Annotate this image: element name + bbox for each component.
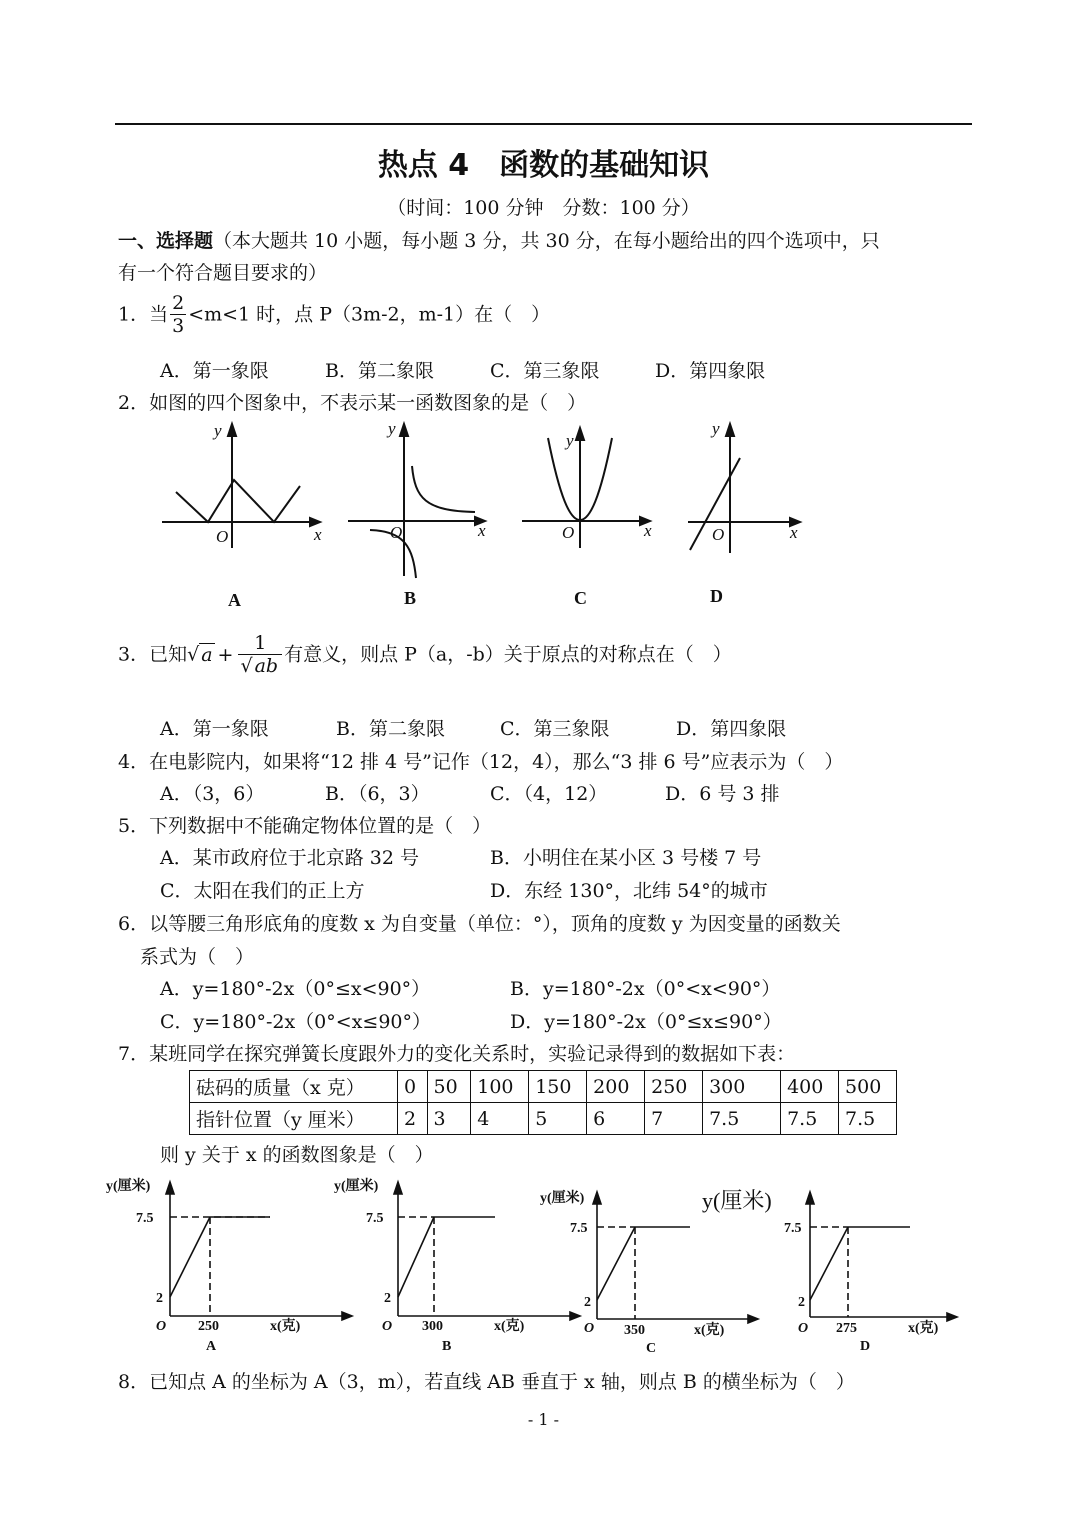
table-cell: 7.5 [703, 1103, 781, 1135]
table-cell: 砝码的质量（x 克） [190, 1071, 398, 1103]
q1-frac-den: 3 [172, 315, 185, 337]
table-cell: 7.5 [839, 1103, 897, 1135]
q7c-letter: C [646, 1341, 657, 1356]
q2d-origin: O [712, 525, 725, 544]
q7d-x-tick: 275 [836, 1321, 857, 1336]
q3-frac-den-wrap: √ ab [240, 655, 279, 677]
table-cell: 500 [839, 1071, 897, 1103]
q6-option-d: D．y=180°-2x（0°≤x≤90°） [510, 1011, 782, 1033]
section-heading-line [118, 229, 880, 253]
q7d-y-high: 7.5 [784, 1221, 802, 1236]
question-2: 2．如图的四个图象中，不表示某一函数图象的是（ ） [118, 392, 587, 414]
table-cell: 200 [587, 1071, 645, 1103]
question-3 [118, 632, 732, 677]
q7-graphs [100, 1172, 960, 1362]
q7b-y-high: 7.5 [366, 1211, 384, 1226]
q4-option-d: D．6 号 3 排 [665, 783, 780, 805]
q2c-origin: O [562, 523, 575, 542]
question-6-cont: 系式为（ ） [140, 946, 255, 968]
table-cell: 250 [645, 1071, 703, 1103]
q7d-x-label: x(克) [908, 1321, 939, 1336]
q3-frac-den: ab [254, 655, 279, 677]
q7c-y-low: 2 [584, 1295, 591, 1310]
q7a-y-low: 2 [156, 1291, 163, 1306]
table-cell: 400 [781, 1071, 839, 1103]
section-description: （本大题共 10 小题，每小题 3 分，共 30 分，在每小题给出的四个选项中，只 [213, 230, 880, 252]
page-title: 热点 4 函数的基础知识 [377, 148, 710, 183]
q2a-x-label: x [314, 525, 322, 544]
q7b-origin: O [382, 1319, 393, 1334]
q7a-letter: A [206, 1339, 217, 1354]
q2d-x-label: x [790, 523, 798, 542]
page-subtitle: （时间：100 分钟 分数：100 分） [387, 197, 700, 219]
q2-label-a: A [228, 590, 241, 610]
q7d-y-label: y(厘米) [702, 1188, 772, 1213]
table-cell: 3 [427, 1103, 471, 1135]
q7a-y-label: y(厘米) [106, 1179, 151, 1194]
q7b-y-label: y(厘米) [334, 1179, 379, 1194]
q2-graph-d [688, 424, 800, 553]
q7d-y-low: 2 [798, 1295, 805, 1310]
q2-graphs [150, 418, 820, 613]
q7c-y-high: 7.5 [570, 1221, 588, 1236]
table-cell: 2 [398, 1103, 428, 1135]
q3-number: 3．已知 [118, 643, 188, 666]
q3-sqrt-a-radicand: a [201, 643, 213, 666]
q7c-x-label: x(克) [694, 1323, 725, 1338]
q2b-origin: O [390, 523, 403, 542]
q7b-letter: B [442, 1339, 452, 1354]
question-7: 7．某班同学在探究弹簧长度跟外力的变化关系时，实验记录得到的数据如下表： [118, 1043, 796, 1065]
q7c-origin: O [584, 1321, 595, 1336]
q1-option-a: A．第一象限 [160, 360, 269, 382]
q3-plus: + [217, 643, 234, 666]
q3-option-d: D．第四象限 [676, 718, 787, 740]
q7b-x-tick: 300 [422, 1319, 443, 1334]
table-cell: 100 [471, 1071, 529, 1103]
q1-number: 1．当 [118, 303, 169, 326]
q1-fraction [170, 292, 186, 337]
q1-option-c: C．第三象限 [490, 360, 600, 382]
q6-option-b: B．y=180°-2x（0°<x<90°） [510, 978, 781, 1000]
q3-fraction [238, 632, 282, 677]
q7d-origin: O [798, 1321, 809, 1336]
q7c-y-label: y(厘米) [540, 1191, 585, 1206]
q3-option-a: A．第一象限 [160, 718, 269, 740]
q7a-x-label: x(克) [270, 1319, 301, 1334]
q6-option-a: A．y=180°-2x（0°≤x<90°） [160, 978, 431, 1000]
q3-option-b: B．第二象限 [336, 718, 445, 740]
q4-option-c: C．（4，12） [490, 783, 608, 805]
q7a-origin: O [156, 1319, 167, 1334]
section-description-cont: 有一个符合题目要求的） [118, 262, 328, 284]
q7a-x-tick: 250 [198, 1319, 219, 1334]
q2c-y-label: y [566, 431, 574, 450]
q3-frac-num: 1 [238, 632, 282, 655]
q2d-y-label: y [712, 419, 720, 438]
q7-data-table [189, 1070, 897, 1135]
q2-graph-a [162, 424, 320, 548]
table-cell: 指针位置（y 厘米） [190, 1103, 398, 1135]
table-cell: 50 [427, 1071, 471, 1103]
q7-graph-a [166, 1182, 352, 1320]
table-cell: 4 [471, 1103, 529, 1135]
question-1 [118, 292, 550, 337]
q7b-y-low: 2 [384, 1291, 391, 1306]
q2-graph-b [348, 424, 485, 578]
q2c-x-label: x [644, 521, 652, 540]
table-cell: 150 [529, 1071, 587, 1103]
table-cell: 0 [398, 1071, 428, 1103]
q3-sqrt-a: √ a [187, 643, 213, 666]
q2b-x-label: x [478, 521, 486, 540]
q7-after-text: 则 y 关于 x 的函数图象是（ ） [160, 1144, 434, 1166]
q7b-x-label: x(克) [494, 1319, 525, 1334]
page-number: - 1 - [527, 1410, 560, 1429]
question-8: 8．已知点 A 的坐标为 A（3，m），若直线 AB 垂直于 x 轴，则点 B 的横坐标为（ ） [118, 1371, 855, 1393]
section-heading: 一、选择题 [118, 230, 214, 252]
q7-graph-d [806, 1192, 957, 1321]
q2-label-d: D [710, 586, 723, 606]
q5-option-b: B．小明住在某小区 3 号楼 7 号 [490, 847, 762, 869]
table-row [190, 1103, 897, 1135]
q5-option-d: D．东经 130°，北纬 54°的城市 [490, 880, 768, 902]
question-4: 4．在电影院内，如果将“12 排 4 号”记作（12，4），那么“3 排 6 号”应表示为（ ） [118, 751, 844, 773]
q5-option-c: C．太阳在我们的正上方 [160, 880, 365, 902]
top-rule [115, 123, 972, 125]
q7a-y-high: 7.5 [136, 1211, 154, 1226]
q2-label-b: B [404, 588, 417, 608]
q1-option-b: B．第二象限 [325, 360, 434, 382]
table-cell: 6 [587, 1103, 645, 1135]
q6-option-c: C．y=180°-2x（0°<x≤90°） [160, 1011, 432, 1033]
q1-frac-num: 2 [172, 292, 185, 314]
q5-option-a: A．某市政府位于北京路 32 号 [160, 847, 419, 869]
q7c-x-tick: 350 [624, 1323, 645, 1338]
q1-text: <m<1 时，点 P（3m-2，m-1）在（ ） [188, 303, 551, 326]
q1-option-d: D．第四象限 [655, 360, 766, 382]
q2a-y-label: y [214, 421, 222, 440]
q2a-origin: O [216, 527, 229, 546]
q2b-y-label: y [388, 419, 396, 438]
q4-option-b: B．（6，3） [325, 783, 430, 805]
question-6: 6．以等腰三角形底角的度数 x 为自变量（单位：°），顶角的度数 y 为因变量的函数关 [118, 913, 841, 935]
q4-option-a: A．（3，6） [160, 783, 265, 805]
table-cell: 7.5 [781, 1103, 839, 1135]
q2-graph-c [522, 428, 650, 548]
q2-label-c: C [574, 588, 587, 608]
table-cell: 300 [703, 1071, 781, 1103]
table-row [190, 1071, 897, 1103]
question-5: 5．下列数据中不能确定物体位置的是（ ） [118, 815, 492, 837]
table-cell: 5 [529, 1103, 587, 1135]
table-cell: 7 [645, 1103, 703, 1135]
q3-option-c: C．第三象限 [500, 718, 610, 740]
q3-text: 有意义，则点 P（a，-b）关于原点的对称点在（ ） [284, 643, 732, 666]
q7d-letter: D [860, 1339, 871, 1354]
